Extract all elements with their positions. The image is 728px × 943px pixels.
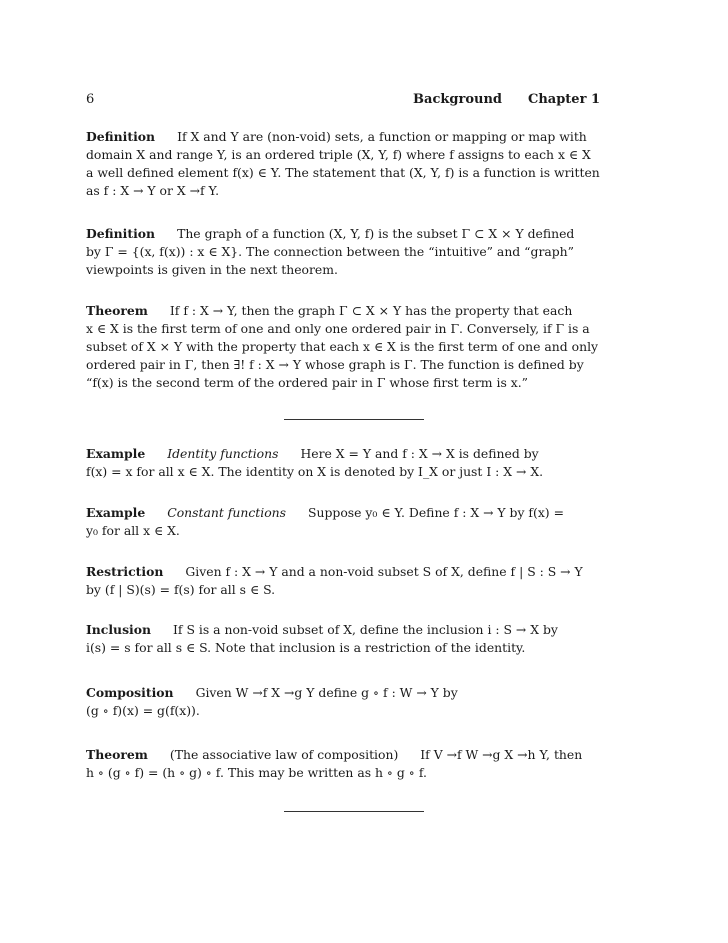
header-section: Background (413, 92, 502, 107)
block-line: viewpoints is given in the next theorem. (86, 262, 338, 277)
block-line (86, 128, 600, 146)
example-identity (86, 445, 600, 481)
block-line: y₀ for all x ∈ X. (86, 523, 180, 538)
composition (86, 684, 600, 720)
block-line-text: If V →f W →g X →h Y, then (420, 747, 583, 762)
block-term: Definition (86, 129, 156, 144)
theorem-associative (86, 746, 600, 782)
block-line-text: Here X = Y and f : X → X is defined by (300, 446, 539, 461)
block-term: Composition (86, 685, 174, 700)
block-term: Inclusion (86, 622, 152, 637)
block-term: Restriction (86, 564, 164, 579)
block-term: Example (86, 446, 146, 461)
block-line: by Γ = {(x, f(x)) : x ∈ X}. The connection between the “intuitive” and “graph” (86, 244, 574, 259)
example-constant (86, 504, 600, 540)
block-term: Theorem (86, 303, 148, 318)
block-line-text: Given W →f X →g Y define g ∘ f : W → Y by (195, 685, 458, 700)
block-line-text: If S is a non-void subset of X, define the inclusion i : S → X by (173, 622, 558, 637)
block-line (86, 684, 600, 702)
block-term: Theorem (86, 747, 148, 762)
block-line (86, 504, 600, 522)
block-line: “f(x) is the second term of the ordered pair in Γ whose first term is x.” (86, 375, 529, 390)
block-line: domain X and range Y, is an ordered triple (X, Y, f) where f assigns to each x ∈ X (86, 147, 591, 162)
block-subtitle: (The associative law of composition) (169, 747, 399, 762)
block-line: subset of X × Y with the property that each x ∈ X is the first term of one and only (86, 339, 599, 354)
block-line-text: Suppose y₀ ∈ Y. Define f : X → Y by f(x) = (308, 505, 564, 520)
running-header (86, 92, 600, 110)
block-line (86, 445, 600, 463)
block-line: ordered pair in Γ, then ∃! f : X → Y whose graph is Γ. The function is defined by (86, 357, 584, 372)
block-line: f(x) = x for all x ∈ X. The identity on X is denoted by I_X or just I : X → X. (86, 464, 544, 479)
block-term: Definition (86, 226, 156, 241)
section-divider (284, 419, 424, 420)
block-line-text: If f : X → Y, then the graph Γ ⊂ X × Y has the property that each (169, 303, 573, 318)
block-line (86, 621, 600, 639)
block-line: as f : X → Y or X →f Y. (86, 183, 220, 198)
header-right (387, 92, 600, 107)
block-line (86, 302, 600, 320)
section-divider (284, 811, 424, 812)
block-term: Example (86, 505, 146, 520)
definition-function (86, 128, 600, 200)
restriction (86, 563, 600, 599)
block-line (86, 225, 600, 243)
block-line (86, 563, 600, 581)
block-subtitle: Identity functions (167, 446, 279, 461)
block-subtitle: Constant functions (167, 505, 287, 520)
block-line: a well defined element f(x) ∈ Y. The statement that (X, Y, f) is a function is written (86, 165, 600, 180)
block-line-text: If X and Y are (non-void) sets, a function or mapping or map with (177, 129, 587, 144)
block-line: i(s) = s for all s ∈ S. Note that inclusion is a restriction of the identity. (86, 640, 526, 655)
inclusion (86, 621, 600, 657)
page-number: 6 (86, 92, 95, 107)
definition-graph (86, 225, 600, 279)
header-chapter: Chapter 1 (527, 92, 600, 107)
block-line-text: Given f : X → Y and a non-void subset S of X, define f | S : S → Y (185, 564, 583, 579)
block-line: (g ∘ f)(x) = g(f(x)). (86, 703, 200, 718)
block-line: by (f | S)(s) = f(s) for all s ∈ S. (86, 582, 276, 597)
block-line: x ∈ X is the first term of one and only one ordered pair in Γ. Conversely, if Γ is a (86, 321, 590, 336)
block-line (86, 746, 600, 764)
block-line-text: The graph of a function (X, Y, f) is the subset Γ ⊂ X × Y defined (177, 226, 575, 241)
block-line: h ∘ (g ∘ f) = (h ∘ g) ∘ f. This may be written as h ∘ g ∘ f. (86, 765, 427, 780)
theorem-graph (86, 302, 600, 392)
